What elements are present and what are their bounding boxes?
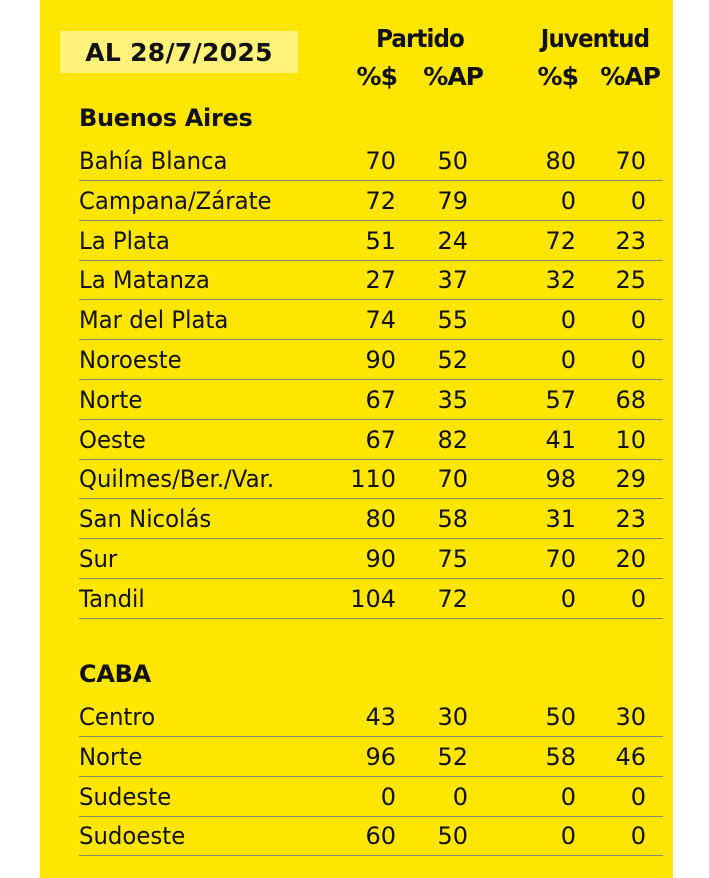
row-label: Sudoeste [79, 822, 186, 851]
row-label: Sudeste [79, 782, 172, 811]
table-row [79, 181, 663, 221]
cell-partido-ap: 35 [437, 385, 468, 414]
cell-partido-money: 110 [350, 465, 396, 494]
cell-partido-money: 67 [365, 385, 396, 414]
cell-partido-money: 27 [365, 266, 396, 295]
cell-juventud-money: 80 [545, 147, 576, 175]
table-row [79, 816, 663, 856]
table-row [79, 300, 663, 340]
cell-partido-ap: 50 [437, 147, 468, 175]
cell-partido-ap: 79 [437, 186, 468, 215]
cell-juventud-ap: 0 [630, 186, 646, 215]
table-row [79, 141, 663, 181]
cell-juventud-money: 0 [560, 346, 576, 374]
table-row [79, 380, 663, 420]
row-label: Norte [79, 742, 143, 771]
section-title-buenos-aires: Buenos Aires [79, 104, 253, 132]
cell-juventud-money: 72 [545, 226, 576, 255]
cell-juventud-ap: 70 [615, 147, 646, 175]
cell-partido-ap: 58 [437, 505, 468, 534]
cell-juventud-money: 32 [545, 266, 576, 295]
cell-juventud-ap: 68 [615, 385, 646, 414]
cell-partido-ap: 24 [437, 226, 468, 255]
cell-juventud-money: 57 [545, 385, 576, 414]
col-header-partido-ap: %AP [423, 62, 483, 91]
cell-juventud-ap: 0 [630, 306, 646, 335]
row-label: Campana/Zárate [79, 186, 272, 215]
cell-partido-ap: 52 [437, 346, 468, 374]
cell-partido-money: 0 [380, 782, 396, 811]
table-row [79, 737, 663, 777]
table-row [79, 777, 663, 817]
cell-partido-ap: 75 [437, 545, 468, 573]
col-header-juventud-ap: %AP [600, 62, 660, 91]
cell-partido-ap: 72 [437, 584, 468, 613]
cell-juventud-money: 0 [560, 306, 576, 335]
cell-partido-money: 96 [365, 742, 396, 771]
table-row [79, 260, 663, 300]
cell-partido-money: 72 [365, 186, 396, 215]
table-row [79, 697, 663, 737]
row-label: San Nicolás [79, 505, 212, 534]
table-row [79, 499, 663, 539]
row-label: Centro [79, 703, 156, 731]
section-title-caba: CABA [79, 660, 151, 688]
cell-juventud-ap: 0 [630, 584, 646, 613]
cell-partido-money: 43 [365, 703, 396, 731]
cell-juventud-money: 98 [545, 465, 576, 494]
cell-juventud-money: 50 [545, 703, 576, 731]
row-label: La Matanza [79, 266, 210, 295]
cell-juventud-money: 0 [560, 822, 576, 851]
cell-juventud-money: 70 [545, 545, 576, 573]
cell-partido-ap: 37 [437, 266, 468, 295]
row-label: Sur [79, 545, 118, 573]
cell-juventud-ap: 30 [615, 703, 646, 731]
cell-juventud-ap: 0 [630, 782, 646, 811]
cell-juventud-money: 0 [560, 584, 576, 613]
cell-juventud-money: 0 [560, 186, 576, 215]
cell-juventud-money: 58 [545, 742, 576, 771]
cell-juventud-ap: 23 [615, 226, 646, 255]
row-label: Bahía Blanca [79, 147, 228, 175]
cell-partido-ap: 55 [437, 306, 468, 335]
cell-juventud-money: 31 [545, 505, 576, 534]
cell-partido-ap: 0 [452, 782, 468, 811]
table-row [79, 221, 663, 261]
cell-partido-money: 74 [365, 306, 396, 335]
cell-juventud-money: 0 [560, 782, 576, 811]
table-row [79, 340, 663, 380]
group-header-partido: Partido [376, 24, 464, 53]
col-header-partido-money: %$ [356, 62, 397, 91]
table-row [79, 459, 663, 499]
row-label: Quilmes/Ber./Var. [79, 465, 275, 494]
row-label: Noroeste [79, 346, 182, 374]
cell-juventud-ap: 46 [615, 742, 646, 771]
row-label: La Plata [79, 226, 170, 255]
row-label: Tandil [79, 584, 145, 613]
cell-partido-money: 80 [365, 505, 396, 534]
cell-partido-money: 90 [365, 346, 396, 374]
table-row [79, 420, 663, 460]
cell-partido-money: 104 [350, 584, 396, 613]
cell-juventud-ap: 0 [630, 822, 646, 851]
date-label: AL 28/7/2025 [60, 31, 298, 73]
cell-juventud-ap: 23 [615, 505, 646, 534]
cell-juventud-ap: 10 [615, 425, 646, 454]
cell-partido-money: 51 [365, 226, 396, 255]
cell-partido-ap: 70 [437, 465, 468, 494]
table-row [79, 579, 663, 619]
table-row [79, 539, 663, 579]
cell-juventud-ap: 0 [630, 346, 646, 374]
row-label: Oeste [79, 425, 146, 454]
cell-partido-money: 90 [365, 545, 396, 573]
cell-juventud-ap: 20 [615, 545, 646, 573]
cell-juventud-ap: 29 [615, 465, 646, 494]
row-label: Norte [79, 385, 143, 414]
cell-partido-ap: 30 [437, 703, 468, 731]
col-header-juventud-money: %$ [537, 62, 578, 91]
row-label: Mar del Plata [79, 306, 229, 335]
cell-partido-ap: 52 [437, 742, 468, 771]
cell-partido-money: 67 [365, 425, 396, 454]
cell-juventud-ap: 25 [615, 266, 646, 295]
cell-partido-ap: 50 [437, 822, 468, 851]
cell-partido-money: 70 [365, 147, 396, 175]
group-header-juventud: Juventud [540, 24, 650, 53]
cell-partido-ap: 82 [437, 425, 468, 454]
cell-juventud-money: 41 [545, 425, 576, 454]
cell-partido-money: 60 [365, 822, 396, 851]
